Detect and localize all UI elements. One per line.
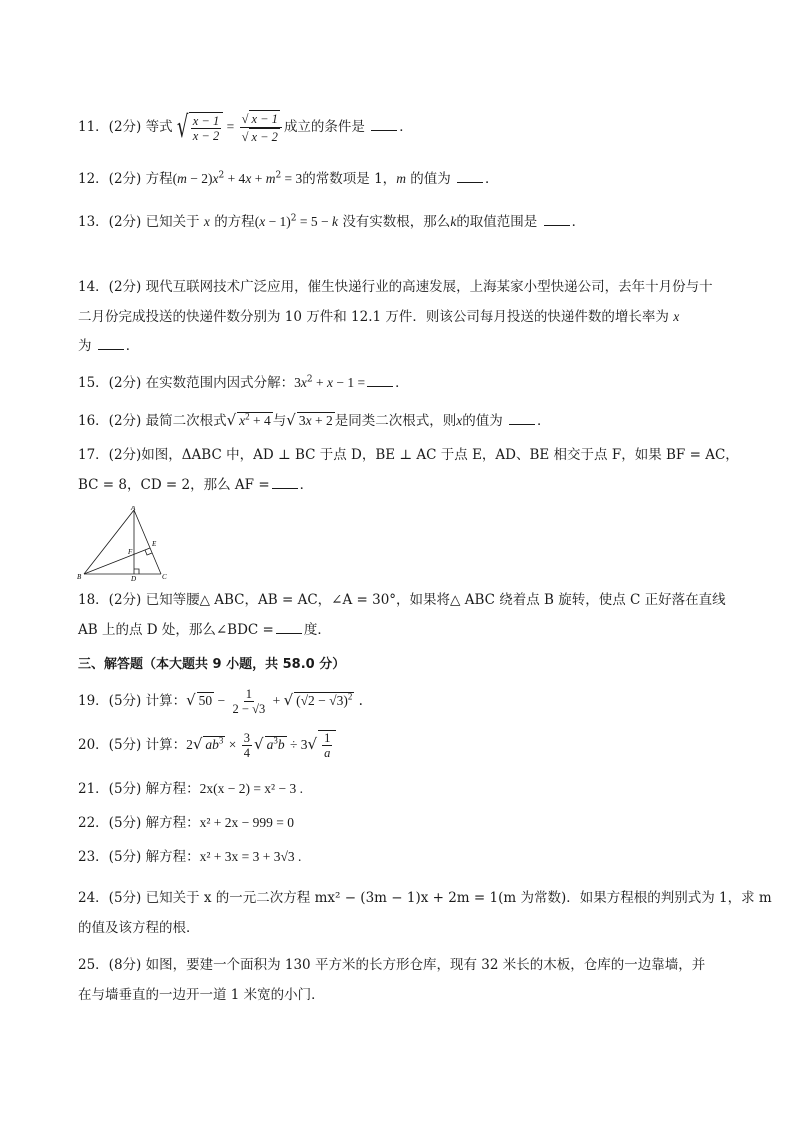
answer-blank[interactable]	[367, 374, 393, 387]
q12-mid: 的常数项是 1，	[302, 171, 397, 187]
q14-line3: 为	[78, 338, 92, 354]
label-f: F	[128, 548, 133, 556]
q22-equation: x² + 2x − 999 = 0	[199, 815, 294, 830]
question-14: 14．(2分) 现代互联网技术广泛应用，催生快递行业的高速发展，上海某家小型快递公司，去年十月份与十二月份完成投送的快递件数分别为 10 万件和 12.1 万件．则该公司每月投送的快递件数的增长率为 x 为 ．	[78, 279, 713, 354]
question-23	[78, 842, 718, 872]
question-11: 11．(2分) 等式 √ $\frac{x - 1}{x - 2}$ = $\frac{√ x - 1}{√ x - 2}$ 成立的条件是 ．	[78, 109, 413, 145]
q21-equation: 2x(x − 2) = x² − 3 .	[199, 781, 303, 796]
q16-suffix: 是同类二次根式，则	[334, 413, 457, 429]
label-d: D	[131, 575, 137, 582]
q19-prefix: 19．(5分) 计算：	[78, 693, 187, 709]
question-15: 15．(2分) 在实数范围内因式分解：$3x^2 + x - 1$ = ．	[78, 374, 409, 391]
question-20: 20．(5分) 计算：2√ $ab^3$ × $\frac{3}{4}$ √ $a^3b \div 3√$ $\frac{1}{a}$	[78, 730, 718, 760]
question-22	[78, 808, 718, 838]
q16-mid: 与	[272, 413, 287, 429]
question-13: 13．(2分) 已知关于 x 的方程$(x - 1)^2 = 5 - k$ 没有实数根，那么k的取值范围是 ．	[78, 213, 586, 230]
question-18	[78, 585, 726, 645]
q24-line2: 的值及该方程的根．	[78, 920, 200, 936]
question-24	[78, 883, 772, 943]
q12-suffix: 的值为	[405, 171, 451, 187]
q18-line2-end: 度．	[303, 622, 331, 638]
q16-prefix: 16．(2分) 最简二次根式	[78, 413, 227, 429]
q16-suffix2: 的值为	[462, 413, 503, 429]
right-angle-d	[134, 569, 139, 574]
answer-blank[interactable]	[371, 118, 397, 131]
question-16: 16．(2分) 最简二次根式√ $x^2 + 4$ 与√ 3x + 2 是同类二次根式，则x的值为 ．	[78, 411, 551, 429]
q21-prefix: 21．(5分) 解方程：	[78, 781, 200, 797]
question-12: 12．(2分) 方程$(m - 2)x^2 + 4x + m^2 = 3$的常数项是 1，m 的值为 ．	[78, 170, 499, 187]
q11-suffix: 成立的条件是	[283, 119, 365, 135]
answer-blank[interactable]	[457, 170, 483, 183]
label-e: E	[152, 540, 157, 548]
question-21	[78, 774, 718, 804]
q20-prefix: 20．(5分) 计算：	[78, 737, 187, 753]
q13-var: x	[203, 214, 210, 229]
q12-var: m	[396, 171, 406, 186]
q18-line1: 18．(2分) 已知等腰△ ABC，AB = AC，∠A = 30°，如果将△ ABC 绕着点 B 旋转，使点 C 正好落在直线	[78, 592, 726, 608]
q11-rhs: $\frac{√ x - 1}{√ x - 2}$	[240, 110, 282, 145]
triangle-figure	[74, 506, 174, 582]
q11-lhs-sqrt: √ $\frac{x - 1}{x - 2}$	[173, 112, 224, 143]
question-17: 17．(2分)如图，ΔABC 中，AD ⊥ BC 于点 D，BE ⊥ AC 于点 E，AD、BE 相交于点 F，如果 BF = AC， BC = 8，CD = 2，那么 AF = ．	[78, 447, 739, 493]
answer-blank[interactable]	[544, 213, 570, 226]
answer-blank[interactable]	[509, 412, 535, 425]
q13-prefix: 13．(2分) 已知关于	[78, 214, 200, 230]
q16-var: x	[456, 413, 463, 428]
q14-var: x	[673, 309, 680, 324]
question-19: 19．(5分) 计算：√ 50 − $\frac{1}{2 - √3}$ + √ $(√2 - √3)^2$ .	[78, 687, 363, 716]
q23-prefix: 23．(5分) 解方程：	[78, 849, 200, 865]
q24-line1: 24．(5分) 已知关于 x 的一元二次方程 mx² − (3m − 1)x + 2m = 1(m 为常数)．如果方程根的判别式为 1，求 m	[78, 890, 772, 906]
q22-prefix: 22．(5分) 解方程：	[78, 815, 200, 831]
q15-prefix: 15．(2分) 在实数范围内因式分解：	[78, 375, 295, 391]
q12-prefix: 12．(2分) 方程	[78, 171, 173, 187]
q11-prefix: 11．(2分) 等式	[78, 119, 173, 135]
answer-blank[interactable]	[98, 337, 124, 350]
question-25	[78, 950, 718, 1010]
answer-blank[interactable]	[272, 476, 298, 489]
q25-line2: 在与墙垂直的一边开一道 1 米宽的小门．	[78, 987, 325, 1003]
label-c: C	[162, 573, 167, 581]
edge-ac	[134, 510, 161, 574]
q13-var2: k	[450, 214, 457, 229]
q17-line1: 17．(2分)如图，ΔABC 中，AD ⊥ BC 于点 D，BE ⊥ AC 于点 E，AD、BE 相交于点 F，如果 BF = AC，	[78, 447, 739, 463]
label-a: A	[131, 506, 136, 512]
q18-line2: AB 上的点 D 处，那么∠BDC =	[78, 622, 274, 638]
section-3-heading: 三、解答题（本大题共 9 小题，共 58.0 分）	[78, 657, 346, 672]
q13-suffix: 的取值范围是	[456, 214, 538, 230]
q25-line1: 25．(8分) 如图，要建一个面积为 130 平方米的长方形仓库，现有 32 米长的木板，仓库的一边靠墙，并	[78, 957, 706, 973]
q13-eq-tail: 没有实数根，那么	[342, 214, 451, 230]
answer-blank[interactable]	[276, 621, 302, 634]
q14-text: 14．(2分) 现代互联网技术广泛应用，催生快递行业的高速发展，上海某家小型快递公司，去年十月份与十二月份完成投送的快递件数分别为 10 万件和 12.1 万件．则该公司每月投送的快递件数的增长率为	[78, 279, 713, 325]
q13-mid: 的方程	[214, 214, 255, 230]
label-b: B	[77, 573, 82, 581]
q17-line2: BC = 8，CD = 2，那么 AF =	[78, 477, 270, 493]
q23-equation: x² + 3x = 3 + 3√3 .	[199, 849, 302, 864]
